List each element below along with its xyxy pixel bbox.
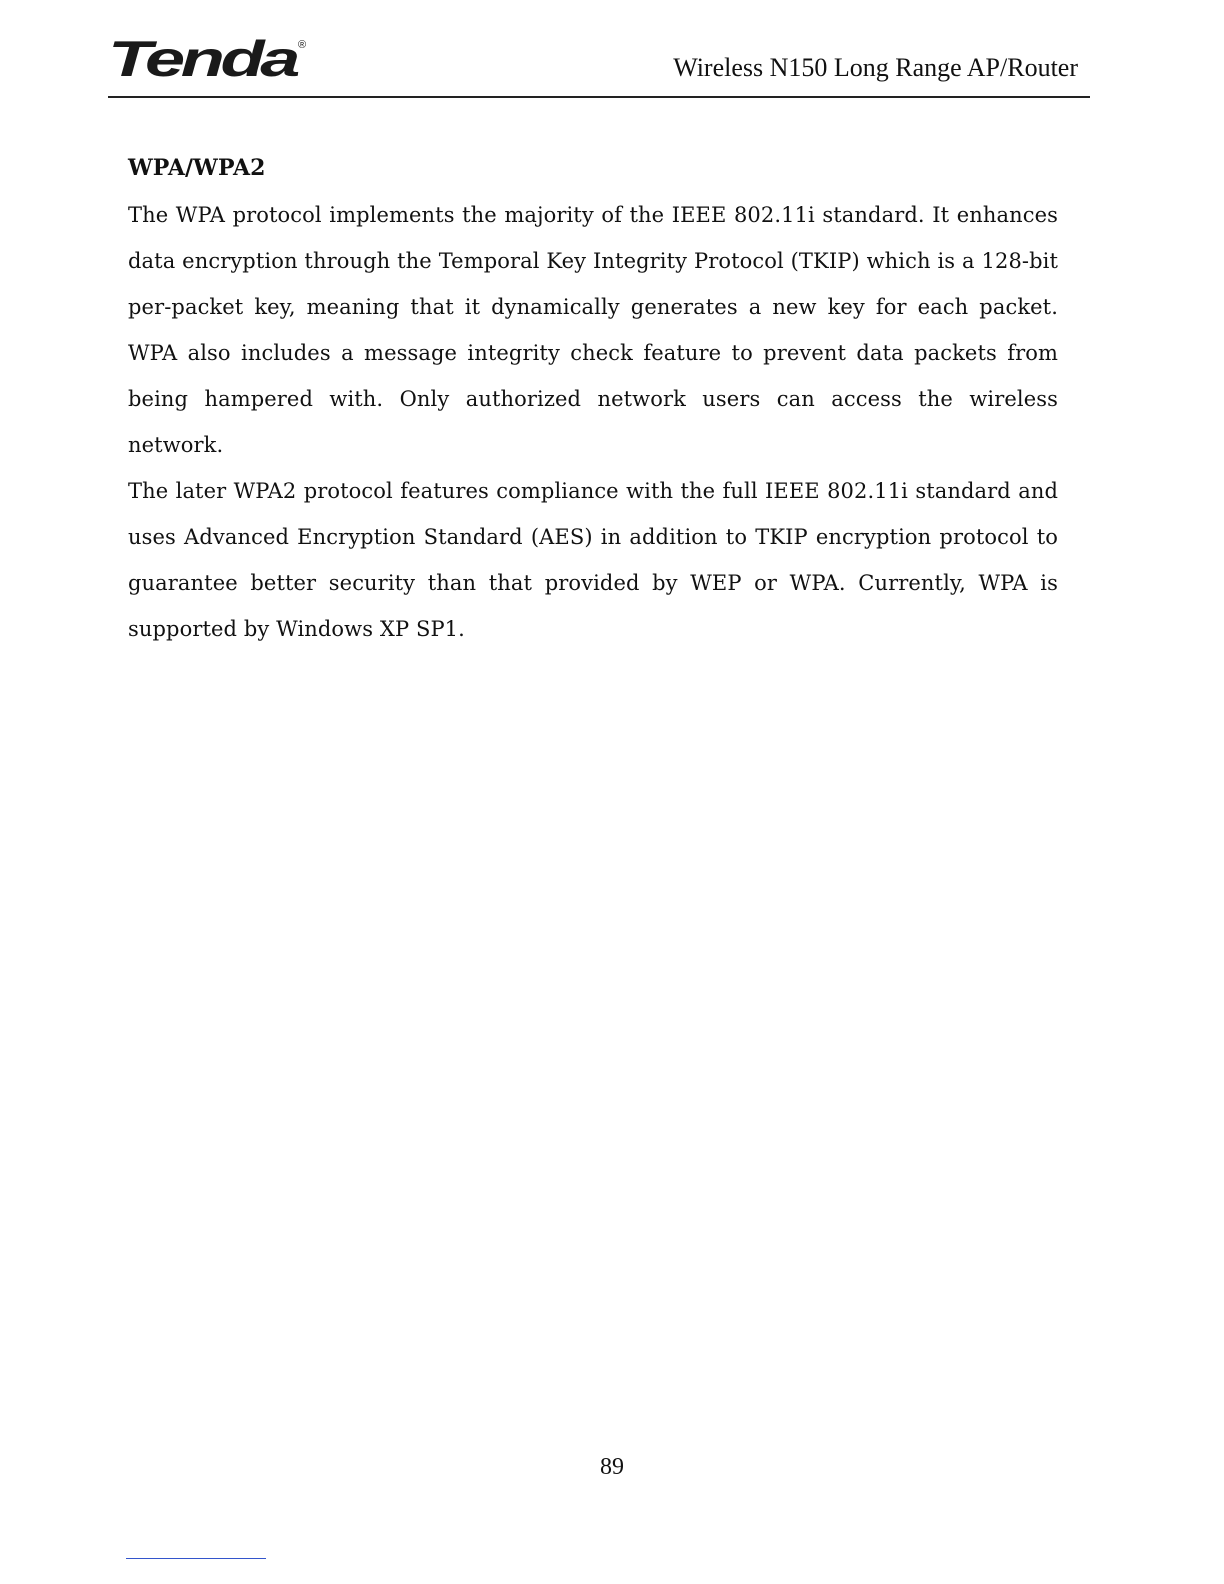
svg-text:Tenda: Tenda <box>108 31 300 84</box>
tenda-logo <box>108 28 313 84</box>
page-content <box>128 150 1058 652</box>
paragraph-wpa: The WPA protocol implements the majority of the IEEE 802.11i standard. It enhances data encryption through the Temporal Key Integrity Protocol (TKIP) which is a 128-bit per-packet key, meaning that it dynamically generates a new key for each packet. WPA also includes a message integrity check feature to prevent data packets from being hampered with. Only authorized network users can access the wireless network. <box>128 203 1058 457</box>
section-heading: WPA/WPA2 <box>128 155 266 181</box>
svg-text:®: ® <box>298 39 307 51</box>
document-title: Wireless N150 Long Range AP/Router <box>673 53 1078 82</box>
page-number: 89 <box>600 1454 624 1480</box>
page-header <box>108 28 1090 98</box>
footnote-divider <box>126 1558 266 1559</box>
paragraph-wpa2: The later WPA2 protocol features compliance with the full IEEE 802.11i standard and uses Advanced Encryption Standard (AES) in addition to TKIP encryption protocol to guarantee better security than that provided by WEP or WPA. Currently, WPA is supported by Windows XP SP1. <box>128 479 1058 641</box>
